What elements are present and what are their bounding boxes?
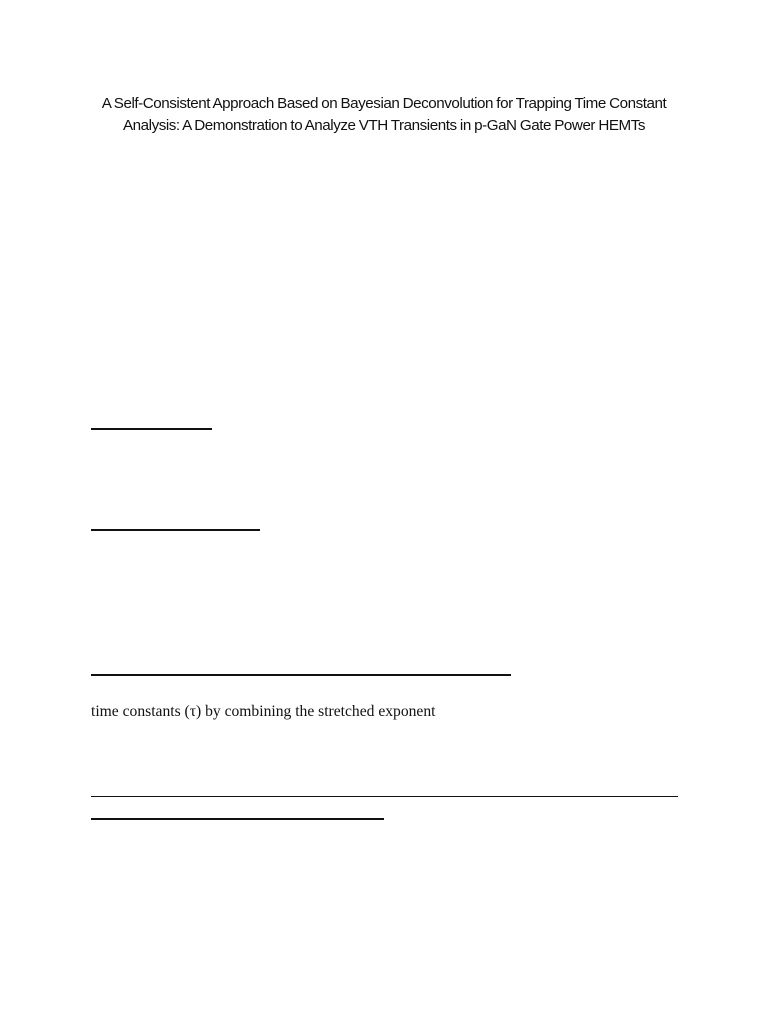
- title-line-2: Analysis: A Demonstration to Analyze VTH Transients in p-GaN Gate Power HEMTs: [122, 117, 645, 134]
- separator-line: [91, 796, 678, 797]
- redaction-line: [91, 818, 384, 820]
- document-title: [60, 93, 708, 137]
- redaction-line: [91, 529, 260, 531]
- redaction-line: [91, 428, 212, 430]
- title-line-1: A Self-Consistent Approach Based on Bayesian Deconvolution for Trapping Time Constant: [101, 95, 667, 112]
- redaction-line: [91, 674, 511, 676]
- body-text: time constants (τ) by combining the stretched exponent: [91, 703, 436, 720]
